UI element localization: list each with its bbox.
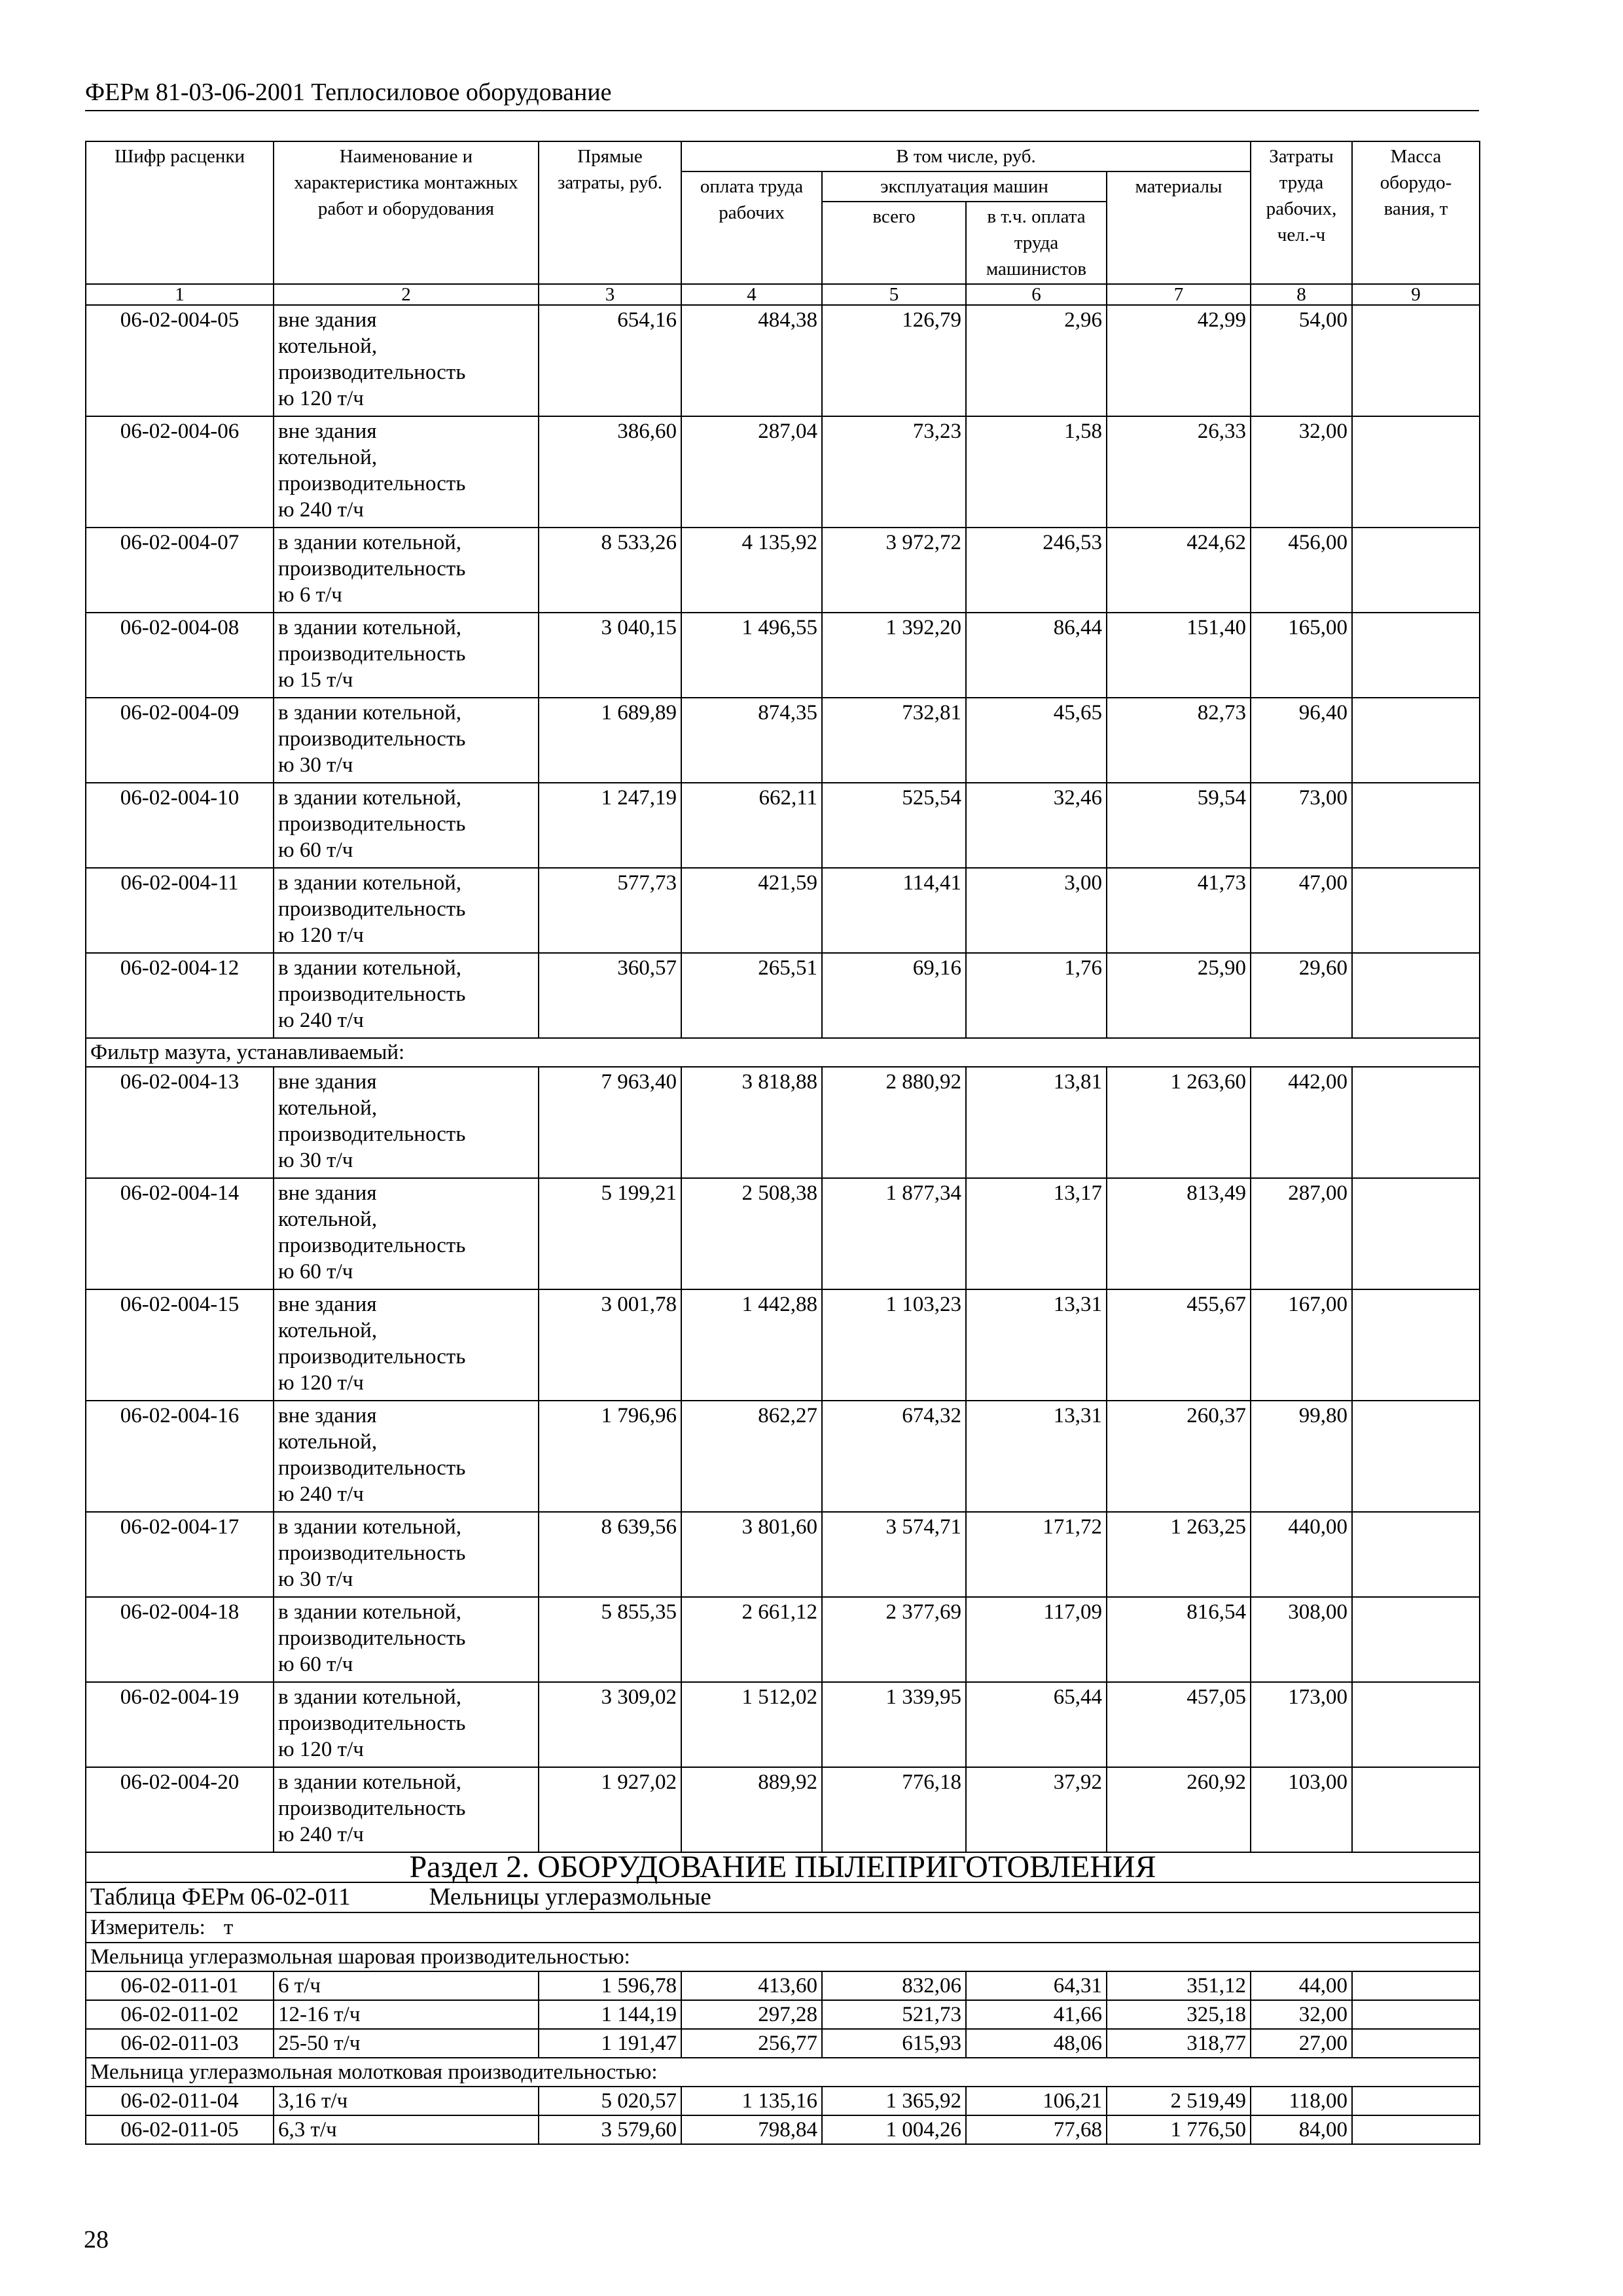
col-incl-header: В том числе, руб. — [681, 141, 1251, 171]
direct-cost: 3 309,02 — [539, 1682, 681, 1767]
direct-cost: 577,73 — [539, 868, 681, 953]
machines-total: 1 392,20 — [822, 613, 966, 698]
equipment-mass — [1352, 1289, 1480, 1401]
col-materials-header: материалы — [1107, 171, 1251, 284]
work-name: 3,16 т/ч — [274, 2087, 539, 2115]
direct-cost: 3 579,60 — [539, 2115, 681, 2144]
direct-cost: 1 796,96 — [539, 1401, 681, 1512]
table-row — [86, 1178, 1480, 1289]
machines-total: 1 339,95 — [822, 1682, 966, 1767]
col-number: 8 — [1251, 284, 1352, 305]
equipment-mass — [1352, 953, 1480, 1038]
materials-cost: 1 263,60 — [1107, 1067, 1251, 1178]
table-title — [86, 1882, 1480, 1912]
machinists-pay: 106,21 — [966, 2087, 1107, 2115]
machines-total: 1 004,26 — [822, 2115, 966, 2144]
equipment-mass — [1352, 2029, 1480, 2058]
col-number: 2 — [274, 284, 539, 305]
work-name: 12-16 т/ч — [274, 2000, 539, 2029]
machinists-pay: 13,81 — [966, 1067, 1107, 1178]
materials-cost: 25,90 — [1107, 953, 1251, 1038]
direct-cost: 1 596,78 — [539, 1971, 681, 2000]
labor-hours: 287,00 — [1251, 1178, 1352, 1289]
labor-hours: 54,00 — [1251, 305, 1352, 416]
labor-pay: 862,27 — [681, 1401, 822, 1512]
machinists-pay: 48,06 — [966, 2029, 1107, 2058]
machinists-pay: 65,44 — [966, 1682, 1107, 1767]
labor-hours: 32,00 — [1251, 2000, 1352, 2029]
table-row — [86, 613, 1480, 698]
meter-label: Измеритель: — [90, 1916, 205, 1939]
machinists-pay: 13,31 — [966, 1401, 1107, 1512]
work-name: в здании котельной, производительность ю 30 т/ч — [274, 1512, 539, 1597]
machinists-pay: 13,17 — [966, 1178, 1107, 1289]
table-row — [86, 1971, 1480, 2000]
rates-table — [85, 141, 1480, 2145]
machines-total: 832,06 — [822, 1971, 966, 2000]
labor-pay: 889,92 — [681, 1767, 822, 1852]
labor-hours: 440,00 — [1251, 1512, 1352, 1597]
machinists-pay: 45,65 — [966, 698, 1107, 783]
machines-total: 674,32 — [822, 1401, 966, 1512]
table-row — [86, 528, 1480, 613]
work-name: в здании котельной, производительность ю 30 т/ч — [274, 698, 539, 783]
work-name: в здании котельной, производительность ю 15 т/ч — [274, 613, 539, 698]
rate-code: 06-02-011-01 — [86, 1971, 274, 2000]
materials-cost: 1 263,25 — [1107, 1512, 1251, 1597]
group-row — [86, 1943, 1480, 1971]
equipment-mass — [1352, 305, 1480, 416]
machinists-pay: 1,76 — [966, 953, 1107, 1038]
labor-pay: 297,28 — [681, 2000, 822, 2029]
equipment-mass — [1352, 2087, 1480, 2115]
rate-code: 06-02-011-04 — [86, 2087, 274, 2115]
rate-code: 06-02-004-11 — [86, 868, 274, 953]
direct-cost: 360,57 — [539, 953, 681, 1038]
direct-cost: 1 144,19 — [539, 2000, 681, 2029]
meter — [86, 1912, 1480, 1943]
machines-total: 1 103,23 — [822, 1289, 966, 1401]
table-row — [86, 1767, 1480, 1852]
labor-hours: 27,00 — [1251, 2029, 1352, 2058]
labor-pay: 3 801,60 — [681, 1512, 822, 1597]
labor-hours: 96,40 — [1251, 698, 1352, 783]
equipment-mass — [1352, 698, 1480, 783]
materials-cost: 260,92 — [1107, 1767, 1251, 1852]
col-number: 1 — [86, 284, 274, 305]
col-machines-total-header: всего — [822, 202, 966, 284]
col-machines-header: эксплуатация машин — [822, 171, 1107, 202]
table-row — [86, 2029, 1480, 2058]
materials-cost: 41,73 — [1107, 868, 1251, 953]
materials-cost: 1 776,50 — [1107, 2115, 1251, 2144]
machinists-pay: 246,53 — [966, 528, 1107, 613]
materials-cost: 151,40 — [1107, 613, 1251, 698]
page-header: ФЕРм 81-03-06-2001 Теплосиловое оборудование — [85, 77, 1479, 111]
rate-code: 06-02-004-06 — [86, 416, 274, 528]
work-name: вне здания котельной, производительность ю 240 т/ч — [274, 1401, 539, 1512]
work-name: в здании котельной, производительность ю 240 т/ч — [274, 1767, 539, 1852]
machines-total: 69,16 — [822, 953, 966, 1038]
rate-code: 06-02-004-09 — [86, 698, 274, 783]
equipment-mass — [1352, 2115, 1480, 2144]
direct-cost: 8 533,26 — [539, 528, 681, 613]
direct-cost: 8 639,56 — [539, 1512, 681, 1597]
rate-code: 06-02-004-15 — [86, 1289, 274, 1401]
machines-total: 521,73 — [822, 2000, 966, 2029]
rate-code: 06-02-004-13 — [86, 1067, 274, 1178]
labor-hours: 103,00 — [1251, 1767, 1352, 1852]
labor-pay: 421,59 — [681, 868, 822, 953]
col-laborcost-header: Затраты труда рабочих, чел.-ч — [1251, 141, 1352, 284]
table-row — [86, 783, 1480, 868]
equipment-mass — [1352, 2000, 1480, 2029]
group-row — [86, 2058, 1480, 2087]
col-machinists-header: в т.ч. оплата труда машинистов — [966, 202, 1107, 284]
work-name: в здании котельной, производительность ю 60 т/ч — [274, 1597, 539, 1682]
machines-total: 73,23 — [822, 416, 966, 528]
table-row — [86, 698, 1480, 783]
labor-hours: 442,00 — [1251, 1067, 1352, 1178]
direct-cost: 1 927,02 — [539, 1767, 681, 1852]
table-row — [86, 416, 1480, 528]
materials-cost: 2 519,49 — [1107, 2087, 1251, 2115]
labor-hours: 32,00 — [1251, 416, 1352, 528]
equipment-mass — [1352, 528, 1480, 613]
machinists-pay: 64,31 — [966, 1971, 1107, 2000]
materials-cost: 457,05 — [1107, 1682, 1251, 1767]
materials-cost: 325,18 — [1107, 2000, 1251, 2029]
labor-pay: 874,35 — [681, 698, 822, 783]
equipment-mass — [1352, 416, 1480, 528]
equipment-mass — [1352, 1597, 1480, 1682]
col-direct-header: Прямые затраты, руб. — [539, 141, 681, 284]
work-name: вне здания котельной, производительность ю 30 т/ч — [274, 1067, 539, 1178]
table-row — [86, 1597, 1480, 1682]
labor-hours: 99,80 — [1251, 1401, 1352, 1512]
direct-cost: 1 247,19 — [539, 783, 681, 868]
labor-pay: 662,11 — [681, 783, 822, 868]
col-number: 3 — [539, 284, 681, 305]
work-name: вне здания котельной, производительность ю 120 т/ч — [274, 1289, 539, 1401]
section-row — [86, 1852, 1480, 1882]
machines-total: 732,81 — [822, 698, 966, 783]
col-number: 6 — [966, 284, 1107, 305]
machinists-pay: 171,72 — [966, 1512, 1107, 1597]
labor-hours: 47,00 — [1251, 868, 1352, 953]
col-mass-header: Масса оборудо-вания, т — [1352, 141, 1480, 284]
machines-total: 776,18 — [822, 1767, 966, 1852]
direct-cost: 1 191,47 — [539, 2029, 681, 2058]
machines-total: 1 365,92 — [822, 2087, 966, 2115]
equipment-mass — [1352, 783, 1480, 868]
machines-total: 615,93 — [822, 2029, 966, 2058]
labor-hours: 173,00 — [1251, 1682, 1352, 1767]
work-name: в здании котельной, производительность ю 120 т/ч — [274, 868, 539, 953]
table-row — [86, 1401, 1480, 1512]
direct-cost: 386,60 — [539, 416, 681, 528]
direct-cost: 1 689,89 — [539, 698, 681, 783]
rate-code: 06-02-004-05 — [86, 305, 274, 416]
materials-cost: 260,37 — [1107, 1401, 1251, 1512]
column-numbers-row — [86, 284, 1480, 305]
col-number: 9 — [1352, 284, 1480, 305]
materials-cost: 455,67 — [1107, 1289, 1251, 1401]
labor-pay: 1 512,02 — [681, 1682, 822, 1767]
labor-hours: 73,00 — [1251, 783, 1352, 868]
equipment-mass — [1352, 1682, 1480, 1767]
equipment-mass — [1352, 1971, 1480, 2000]
table-row — [86, 1512, 1480, 1597]
labor-hours: 167,00 — [1251, 1289, 1352, 1401]
rate-code: 06-02-004-16 — [86, 1401, 274, 1512]
labor-pay: 287,04 — [681, 416, 822, 528]
labor-hours: 456,00 — [1251, 528, 1352, 613]
direct-cost: 654,16 — [539, 305, 681, 416]
work-name: вне здания котельной, производительность ю 60 т/ч — [274, 1178, 539, 1289]
labor-pay: 2 508,38 — [681, 1178, 822, 1289]
equipment-mass — [1352, 868, 1480, 953]
materials-cost: 813,49 — [1107, 1178, 1251, 1289]
table-row — [86, 1682, 1480, 1767]
meter-unit: т — [223, 1916, 234, 1939]
direct-cost: 5 020,57 — [539, 2087, 681, 2115]
page-number: 28 — [84, 2226, 109, 2253]
labor-pay: 1 496,55 — [681, 613, 822, 698]
machines-total: 1 877,34 — [822, 1178, 966, 1289]
rate-code: 06-02-004-17 — [86, 1512, 274, 1597]
table-row — [86, 1067, 1480, 1178]
work-name: 6,3 т/ч — [274, 2115, 539, 2144]
equipment-mass — [1352, 1178, 1480, 1289]
machinists-pay: 37,92 — [966, 1767, 1107, 1852]
machinists-pay: 32,46 — [966, 783, 1107, 868]
direct-cost: 7 963,40 — [539, 1067, 681, 1178]
table-title-row — [86, 1882, 1480, 1912]
table-body — [86, 305, 1480, 2144]
machines-total: 3 574,71 — [822, 1512, 966, 1597]
labor-hours: 44,00 — [1251, 1971, 1352, 2000]
table-row — [86, 305, 1480, 416]
materials-cost: 82,73 — [1107, 698, 1251, 783]
labor-pay: 4 135,92 — [681, 528, 822, 613]
rate-code: 06-02-004-18 — [86, 1597, 274, 1682]
machinists-pay: 13,31 — [966, 1289, 1107, 1401]
rate-code: 06-02-004-10 — [86, 783, 274, 868]
rate-code: 06-02-011-03 — [86, 2029, 274, 2058]
work-name: в здании котельной, производительность ю 60 т/ч — [274, 783, 539, 868]
labor-pay: 1 442,88 — [681, 1289, 822, 1401]
materials-cost: 816,54 — [1107, 1597, 1251, 1682]
col-number: 7 — [1107, 284, 1251, 305]
machinists-pay: 77,68 — [966, 2115, 1107, 2144]
machinists-pay: 2,96 — [966, 305, 1107, 416]
rate-code: 06-02-004-12 — [86, 953, 274, 1038]
equipment-mass — [1352, 613, 1480, 698]
rate-code: 06-02-004-14 — [86, 1178, 274, 1289]
machines-total: 3 972,72 — [822, 528, 966, 613]
col-number: 4 — [681, 284, 822, 305]
materials-cost: 26,33 — [1107, 416, 1251, 528]
labor-pay: 3 818,88 — [681, 1067, 822, 1178]
rate-code: 06-02-004-07 — [86, 528, 274, 613]
labor-pay: 1 135,16 — [681, 2087, 822, 2115]
labor-pay: 2 661,12 — [681, 1597, 822, 1682]
meter-row — [86, 1912, 1480, 1943]
materials-cost: 318,77 — [1107, 2029, 1251, 2058]
labor-pay: 484,38 — [681, 305, 822, 416]
machines-total: 114,41 — [822, 868, 966, 953]
labor-pay: 256,77 — [681, 2029, 822, 2058]
direct-cost: 5 199,21 — [539, 1178, 681, 1289]
materials-cost: 424,62 — [1107, 528, 1251, 613]
machines-total: 2 377,69 — [822, 1597, 966, 1682]
rate-code: 06-02-011-02 — [86, 2000, 274, 2029]
table-row — [86, 868, 1480, 953]
machinists-pay: 41,66 — [966, 2000, 1107, 2029]
col-number: 5 — [822, 284, 966, 305]
materials-cost: 42,99 — [1107, 305, 1251, 416]
work-name: в здании котельной, производительность ю 240 т/ч — [274, 953, 539, 1038]
work-name: 25-50 т/ч — [274, 2029, 539, 2058]
machinists-pay: 86,44 — [966, 613, 1107, 698]
labor-pay: 413,60 — [681, 1971, 822, 2000]
group-title-filter: Фильтр мазута, устанавливаемый: — [86, 1038, 1480, 1067]
labor-hours: 118,00 — [1251, 2087, 1352, 2115]
table-code: Таблица ФЕРм 06-02-011 — [90, 1884, 351, 1910]
machines-total: 525,54 — [822, 783, 966, 868]
machines-total: 126,79 — [822, 305, 966, 416]
section-title: Раздел 2. ОБОРУДОВАНИЕ ПЫЛЕПРИГОТОВЛЕНИЯ — [86, 1852, 1480, 1882]
table-row — [86, 2000, 1480, 2029]
materials-cost: 59,54 — [1107, 783, 1251, 868]
work-name: в здании котельной, производительность ю 120 т/ч — [274, 1682, 539, 1767]
machinists-pay: 117,09 — [966, 1597, 1107, 1682]
equipment-mass — [1352, 1401, 1480, 1512]
rate-code: 06-02-004-19 — [86, 1682, 274, 1767]
machinists-pay: 3,00 — [966, 868, 1107, 953]
rate-code: 06-02-004-20 — [86, 1767, 274, 1852]
col-labor-header: оплата труда рабочих — [681, 171, 822, 284]
machinists-pay: 1,58 — [966, 416, 1107, 528]
work-name: 6 т/ч — [274, 1971, 539, 2000]
labor-hours: 29,60 — [1251, 953, 1352, 1038]
table-name: Мельницы углеразмольные — [429, 1884, 711, 1910]
work-name: вне здания котельной, производительность ю 240 т/ч — [274, 416, 539, 528]
direct-cost: 3 001,78 — [539, 1289, 681, 1401]
labor-hours: 84,00 — [1251, 2115, 1352, 2144]
equipment-mass — [1352, 1767, 1480, 1852]
equipment-mass — [1352, 1512, 1480, 1597]
table-row — [86, 1289, 1480, 1401]
equipment-mass — [1352, 1067, 1480, 1178]
group-title-hammer-mill: Мельница углеразмольная молотковая производительностью: — [86, 2058, 1480, 2087]
col-code-header: Шифр расценки — [86, 141, 274, 284]
table-row — [86, 2115, 1480, 2144]
labor-pay: 265,51 — [681, 953, 822, 1038]
rate-code: 06-02-011-05 — [86, 2115, 274, 2144]
direct-cost: 3 040,15 — [539, 613, 681, 698]
work-name: в здании котельной, производительность ю 6 т/ч — [274, 528, 539, 613]
col-name-header: Наименование и характеристика монтажных работ и оборудования — [274, 141, 539, 284]
rate-code: 06-02-004-08 — [86, 613, 274, 698]
materials-cost: 351,12 — [1107, 1971, 1251, 2000]
group-row — [86, 1038, 1480, 1067]
group-title-ball-mill: Мельница углеразмольная шаровая производительностью: — [86, 1943, 1480, 1971]
labor-hours: 308,00 — [1251, 1597, 1352, 1682]
work-name: вне здания котельной, производительность ю 120 т/ч — [274, 305, 539, 416]
table-row — [86, 953, 1480, 1038]
table-header — [86, 141, 1480, 305]
table-row — [86, 2087, 1480, 2115]
labor-pay: 798,84 — [681, 2115, 822, 2144]
direct-cost: 5 855,35 — [539, 1597, 681, 1682]
machines-total: 2 880,92 — [822, 1067, 966, 1178]
labor-hours: 165,00 — [1251, 613, 1352, 698]
